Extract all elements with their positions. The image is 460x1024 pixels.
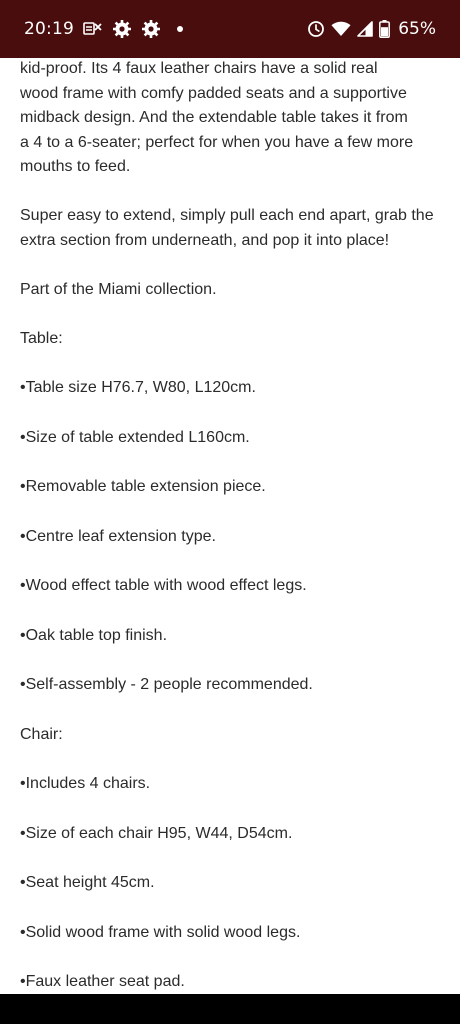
wifi-icon — [331, 21, 351, 37]
status-time: 20:19 — [24, 19, 74, 39]
chair-feature-item: •Includes 4 chairs. — [20, 775, 151, 792]
table-feature-item: •Oak table top finish. — [20, 627, 168, 644]
table-feature-item: •Size of table extended L160cm. — [20, 429, 250, 446]
chair-feature-item: •Solid wood frame with solid wood legs. — [20, 924, 301, 941]
table-feature-item: •Centre leaf extension type. — [20, 528, 216, 545]
chair-feature-item: •Size of each chair H95, W44, D54cm. — [20, 825, 293, 842]
table-feature-item: •Self-assembly - 2 people recommended. — [20, 676, 313, 693]
cellular-signal-icon — [357, 21, 373, 37]
collection-text: Part of the Miami collection. — [20, 281, 217, 298]
table-feature-item: •Table size H76.7, W80, L120cm. — [20, 379, 256, 396]
product-description[interactable] — [0, 58, 460, 994]
chair-feature-item: •Seat height 45cm. — [20, 874, 155, 891]
table-feature-item: •Wood effect table with wood effect legs. — [20, 577, 307, 594]
chair-feature-item: •Faux leather seat pad. — [20, 973, 185, 990]
navigation-bar — [0, 994, 460, 1024]
status-bar-left — [24, 19, 184, 39]
settings-gear-icon — [112, 19, 132, 39]
battery-icon — [379, 20, 390, 38]
extend-paragraph — [20, 204, 444, 253]
notification-app-icon — [83, 21, 103, 37]
table-feature-item: •Removable table extension piece. — [20, 478, 266, 495]
settings-gear-icon — [141, 19, 161, 39]
status-bar — [0, 0, 460, 58]
extend-line: Super easy to extend, simply pull each end apart, grab the — [20, 207, 434, 224]
intro-line: a 4 to a 6-seater; perfect for when you have a few more — [20, 133, 414, 151]
intro-line: midback design. And the extendable table takes it from — [20, 109, 408, 127]
chair-heading: Chair: — [20, 726, 63, 743]
intro-line: mouths to feed. — [20, 158, 131, 176]
battery-percent: 65% — [398, 19, 436, 39]
alarm-clock-icon — [307, 20, 325, 38]
intro-line: wood frame with comfy padded seats and a supportive — [20, 84, 407, 102]
intro-line: kid-proof. Its 4 faux leather chairs have a solid real — [20, 60, 378, 77]
extend-line: extra section from underneath, and pop it into place! — [20, 231, 390, 249]
notification-dot-icon — [176, 25, 184, 33]
intro-paragraph — [20, 58, 444, 180]
status-bar-right — [307, 19, 436, 39]
table-heading: Table: — [20, 330, 63, 347]
